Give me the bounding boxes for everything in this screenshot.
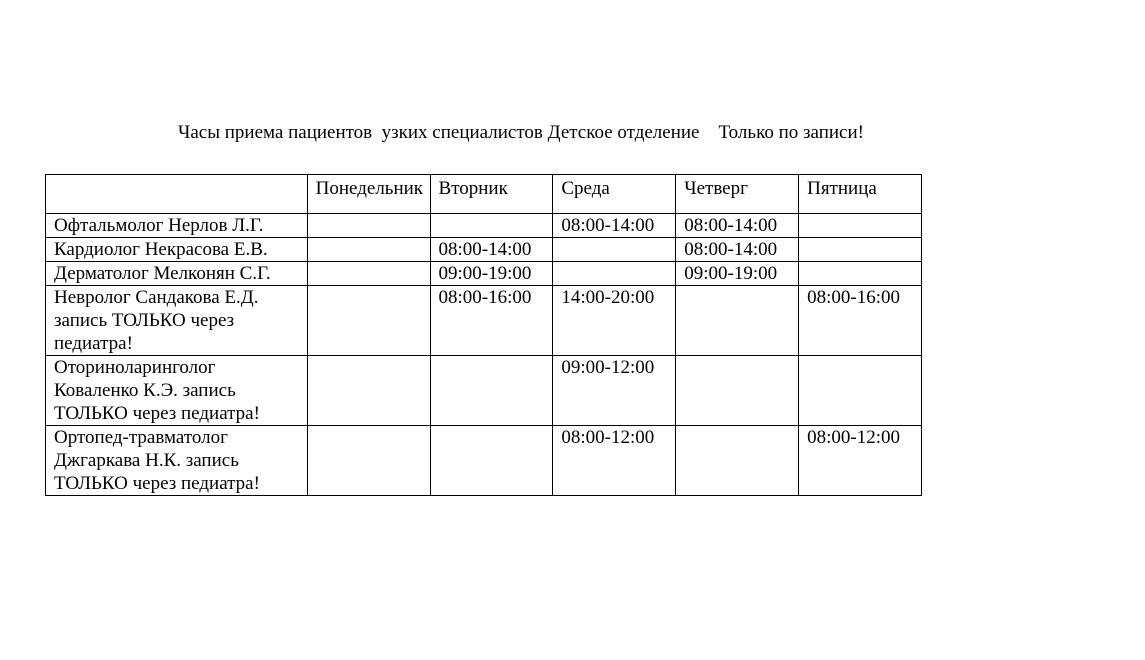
friday-hours-cell: 08:00-12:00 bbox=[799, 426, 922, 496]
monday-hours-cell bbox=[307, 426, 430, 496]
friday-hours-cell bbox=[799, 356, 922, 426]
monday-hours-cell bbox=[307, 262, 430, 286]
specialist-name-cell: Невролог Сандакова Е.Д. запись ТОЛЬКО через педиатра! bbox=[46, 286, 308, 356]
thursday-hours-cell: 09:00-19:00 bbox=[676, 262, 799, 286]
tuesday-hours-cell: 08:00-14:00 bbox=[430, 238, 553, 262]
specialist-name-cell: Дерматолог Мелконян С.Г. bbox=[46, 262, 308, 286]
header-row bbox=[46, 175, 922, 214]
monday-hours-cell bbox=[307, 356, 430, 426]
tuesday-hours-cell bbox=[430, 356, 553, 426]
table-row bbox=[46, 426, 922, 496]
header-cell-monday: Понедельник bbox=[307, 175, 430, 214]
tuesday-hours-cell: 09:00-19:00 bbox=[430, 262, 553, 286]
table-row bbox=[46, 262, 922, 286]
wednesday-hours-cell: 08:00-14:00 bbox=[553, 214, 676, 238]
friday-hours-cell bbox=[799, 238, 922, 262]
monday-hours-cell bbox=[307, 238, 430, 262]
friday-hours-cell bbox=[799, 214, 922, 238]
specialist-name-cell: Офтальмолог Нерлов Л.Г. bbox=[46, 214, 308, 238]
thursday-hours-cell bbox=[676, 356, 799, 426]
thursday-hours-cell bbox=[676, 286, 799, 356]
table-row bbox=[46, 356, 922, 426]
document-title: Часы приема пациентов узких специалистов Детское отделение Только по записи! bbox=[178, 122, 864, 143]
tuesday-hours-cell bbox=[430, 426, 553, 496]
wednesday-hours-cell bbox=[553, 238, 676, 262]
header-cell-thursday: Четверг bbox=[676, 175, 799, 214]
tuesday-hours-cell bbox=[430, 214, 553, 238]
wednesday-hours-cell: 14:00-20:00 bbox=[553, 286, 676, 356]
monday-hours-cell bbox=[307, 214, 430, 238]
header-cell-specialist bbox=[46, 175, 308, 214]
friday-hours-cell: 08:00-16:00 bbox=[799, 286, 922, 356]
wednesday-hours-cell: 09:00-12:00 bbox=[553, 356, 676, 426]
specialist-name-cell: Кардиолог Некрасова Е.В. bbox=[46, 238, 308, 262]
thursday-hours-cell bbox=[676, 426, 799, 496]
table-row bbox=[46, 238, 922, 262]
tuesday-hours-cell: 08:00-16:00 bbox=[430, 286, 553, 356]
specialist-name-cell: Ортопед-травматолог Джгаркава Н.К. запись ТОЛЬКО через педиатра! bbox=[46, 426, 308, 496]
specialist-name-cell: Оториноларинголог Коваленко К.Э. запись ТОЛЬКО через педиатра! bbox=[46, 356, 308, 426]
friday-hours-cell bbox=[799, 262, 922, 286]
wednesday-hours-cell bbox=[553, 262, 676, 286]
schedule-table bbox=[45, 174, 922, 496]
monday-hours-cell bbox=[307, 286, 430, 356]
header-cell-tuesday: Вторник bbox=[430, 175, 553, 214]
table-row bbox=[46, 286, 922, 356]
thursday-hours-cell: 08:00-14:00 bbox=[676, 214, 799, 238]
table-row bbox=[46, 214, 922, 238]
header-cell-friday: Пятница bbox=[799, 175, 922, 214]
thursday-hours-cell: 08:00-14:00 bbox=[676, 238, 799, 262]
header-cell-wednesday: Среда bbox=[553, 175, 676, 214]
wednesday-hours-cell: 08:00-12:00 bbox=[553, 426, 676, 496]
